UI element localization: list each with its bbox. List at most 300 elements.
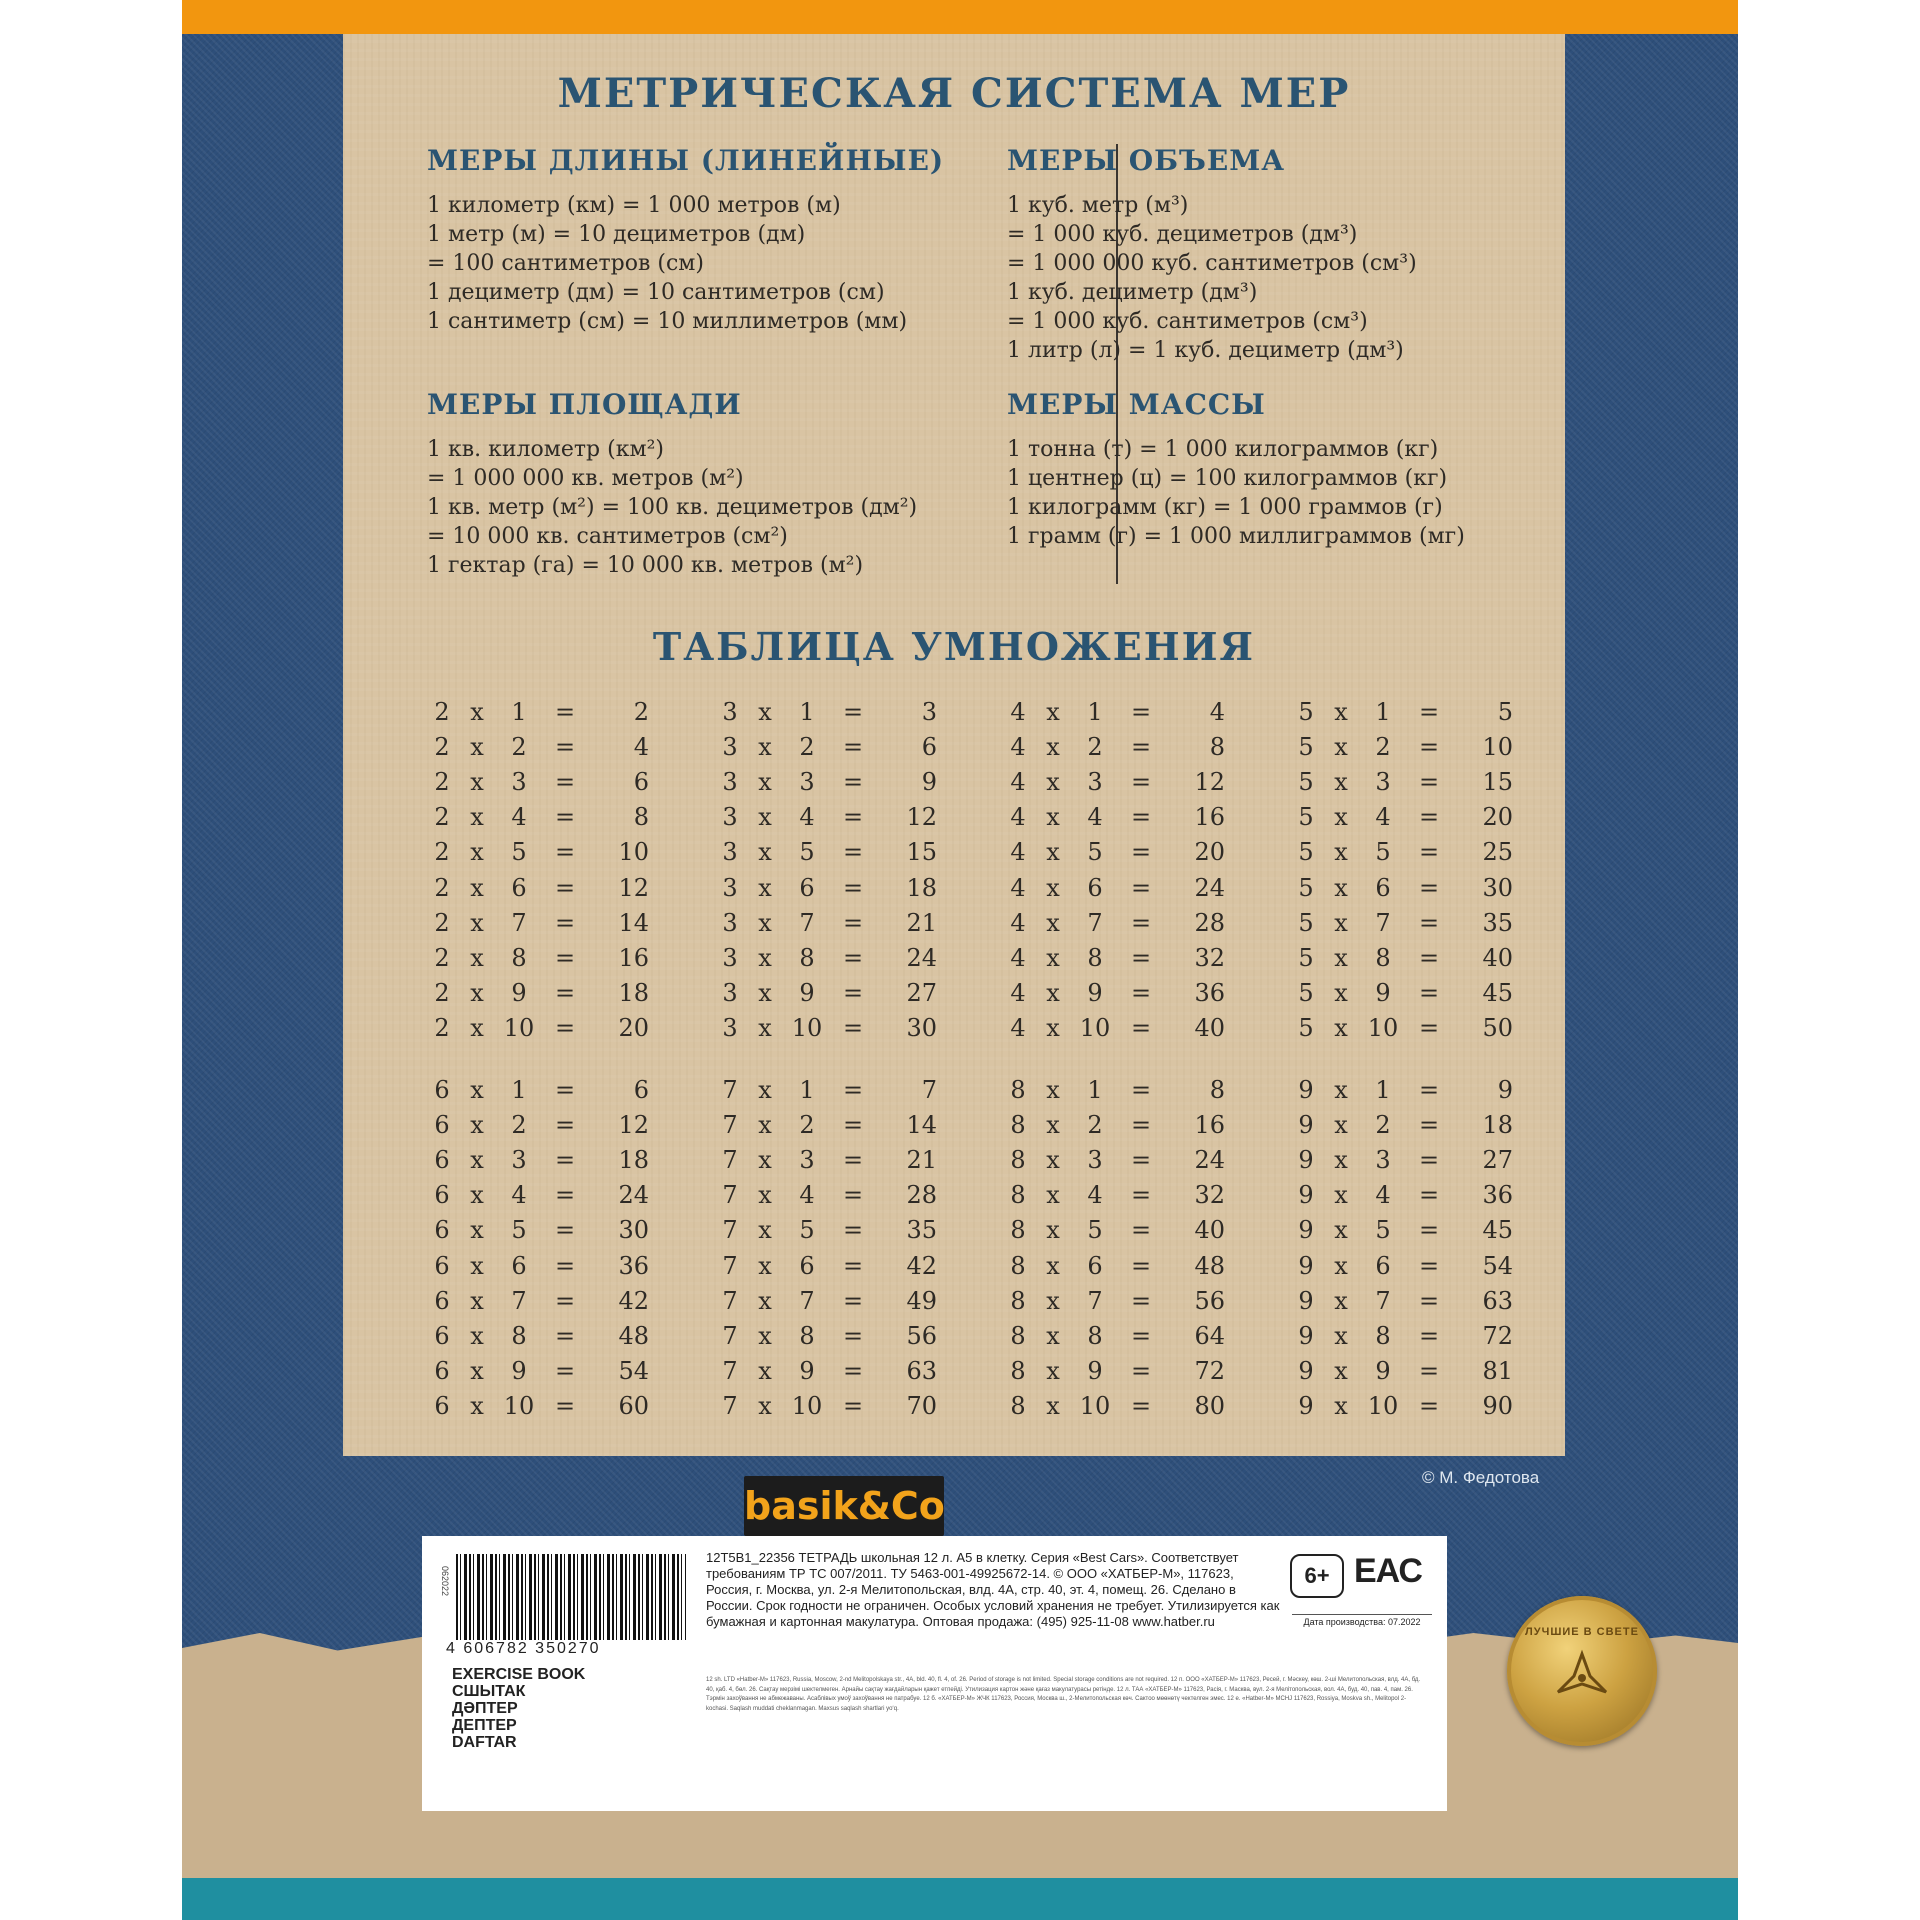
- equals-sign: =: [842, 979, 864, 1008]
- factor-b: 2: [1087, 732, 1103, 761]
- factor-b: 10: [791, 1392, 823, 1421]
- product: 6: [921, 732, 937, 761]
- product: 63: [1482, 1286, 1513, 1315]
- factor-b: 10: [1079, 1014, 1111, 1043]
- factor-a: 5: [1298, 803, 1314, 832]
- multiplication-row: [1291, 694, 1531, 729]
- factor-b: 3: [799, 1145, 815, 1174]
- equals-sign: =: [554, 908, 576, 937]
- multiplication-row: [1291, 905, 1531, 940]
- product: 40: [1194, 1014, 1225, 1043]
- equals-sign: =: [554, 697, 576, 726]
- product: 12: [1194, 767, 1225, 796]
- factor-a: 9: [1298, 1321, 1314, 1350]
- product: 4: [1209, 697, 1225, 726]
- times-sign: x: [1046, 979, 1060, 1008]
- times-sign: x: [1334, 908, 1348, 937]
- multiplication-row: [715, 1107, 955, 1142]
- factor-b: 5: [799, 1216, 815, 1245]
- factor-a: 2: [434, 732, 450, 761]
- multiplication-table-title: ТАБЛИЦА УМНОЖЕНИЯ: [652, 624, 1256, 669]
- times-sign: x: [1046, 1110, 1060, 1139]
- product: 10: [618, 838, 649, 867]
- factor-a: 7: [722, 1145, 738, 1174]
- equals-sign: =: [842, 1392, 864, 1421]
- equals-sign: =: [1130, 697, 1152, 726]
- volume-measure-line: 1 литр (л) = 1 куб. дециметр (дм³): [1007, 338, 1404, 363]
- factor-a: 8: [1010, 1075, 1026, 1104]
- book-name-word: ДӘПТЕР: [452, 1700, 518, 1717]
- volume-measures-section: [1007, 144, 1417, 365]
- factor-b: 10: [1079, 1392, 1111, 1421]
- factor-b: 5: [1375, 838, 1391, 867]
- equals-sign: =: [554, 1110, 576, 1139]
- factor-b: 2: [511, 732, 527, 761]
- product: 32: [1194, 943, 1225, 972]
- age-rating-badge: 6+: [1290, 1554, 1344, 1598]
- times-sign: x: [1334, 943, 1348, 972]
- multiplication-row: [1291, 1318, 1531, 1353]
- times-sign: x: [470, 1216, 484, 1245]
- times-sign: x: [758, 873, 772, 902]
- product: 81: [1482, 1357, 1513, 1386]
- volume-measure-line: 1 куб. метр (м³): [1007, 193, 1189, 218]
- copyright-note: © М. Федотова: [1422, 1468, 1540, 1487]
- times-sign: x: [1046, 803, 1060, 832]
- equals-sign: =: [1418, 767, 1440, 796]
- times-sign: x: [758, 1075, 772, 1104]
- factor-a: 9: [1298, 1216, 1314, 1245]
- times-sign: x: [470, 1251, 484, 1280]
- factor-a: 9: [1298, 1357, 1314, 1386]
- factor-b: 1: [1087, 1075, 1103, 1104]
- equals-sign: =: [1418, 979, 1440, 1008]
- multiplication-row: [1003, 800, 1243, 835]
- product: 4: [633, 732, 649, 761]
- multiplication-block-2: [427, 694, 667, 1046]
- multiplication-row: [1003, 1011, 1243, 1046]
- multiplication-row: [427, 694, 667, 729]
- multiplication-row: [1003, 729, 1243, 764]
- equals-sign: =: [1130, 1216, 1152, 1245]
- times-sign: x: [1334, 979, 1348, 1008]
- factor-a: 7: [722, 1392, 738, 1421]
- times-sign: x: [1334, 1181, 1348, 1210]
- multiplication-row: [1003, 1389, 1243, 1424]
- product: 20: [1194, 838, 1225, 867]
- multiplication-row: [715, 1354, 955, 1389]
- multiplication-row: [427, 976, 667, 1011]
- factor-b: 10: [503, 1392, 535, 1421]
- multiplication-row: [1291, 1107, 1531, 1142]
- factor-a: 5: [1298, 697, 1314, 726]
- equals-sign: =: [554, 1145, 576, 1174]
- equals-sign: =: [554, 1357, 576, 1386]
- factor-b: 9: [511, 1357, 527, 1386]
- factor-a: 3: [722, 767, 738, 796]
- factor-a: 3: [722, 732, 738, 761]
- equals-sign: =: [554, 1075, 576, 1104]
- equals-sign: =: [842, 732, 864, 761]
- multiplication-row: [715, 1142, 955, 1177]
- factor-b: 6: [511, 873, 527, 902]
- multiplication-row: [427, 1354, 667, 1389]
- factor-b: 6: [1375, 1251, 1391, 1280]
- equals-sign: =: [842, 1357, 864, 1386]
- factor-a: 9: [1298, 1392, 1314, 1421]
- multiplication-row: [1291, 976, 1531, 1011]
- factor-b: 9: [1375, 1357, 1391, 1386]
- times-sign: x: [758, 697, 772, 726]
- factor-b: 8: [1375, 943, 1391, 972]
- equals-sign: =: [554, 803, 576, 832]
- product: 18: [1482, 1110, 1513, 1139]
- factor-a: 7: [722, 1075, 738, 1104]
- factor-a: 4: [1010, 732, 1026, 761]
- equals-sign: =: [554, 1251, 576, 1280]
- times-sign: x: [470, 1014, 484, 1043]
- equals-sign: =: [554, 1216, 576, 1245]
- factor-a: 3: [722, 697, 738, 726]
- factor-a: 6: [434, 1286, 450, 1315]
- product: 16: [1194, 803, 1225, 832]
- volume-measure-line: = 1 000 000 куб. сантиметров (см³): [1007, 251, 1417, 276]
- factor-b: 8: [511, 943, 527, 972]
- multiplication-row: [1003, 1283, 1243, 1318]
- factor-a: 8: [1010, 1216, 1026, 1245]
- times-sign: x: [1046, 1357, 1060, 1386]
- factor-a: 2: [434, 873, 450, 902]
- factor-a: 3: [722, 873, 738, 902]
- factor-a: 6: [434, 1216, 450, 1245]
- times-sign: x: [470, 732, 484, 761]
- book-name-word: DAFTAR: [452, 1734, 517, 1751]
- factor-a: 8: [1010, 1392, 1026, 1421]
- equals-sign: =: [554, 873, 576, 902]
- length-measure-line: 1 метр (м) = 10 дециметров (дм): [427, 222, 806, 247]
- equals-sign: =: [1418, 1216, 1440, 1245]
- equals-sign: =: [1418, 1014, 1440, 1043]
- volume-measure-line: = 1 000 куб. дециметров (дм³): [1007, 222, 1358, 247]
- factor-a: 9: [1298, 1075, 1314, 1104]
- equals-sign: =: [554, 943, 576, 972]
- multiplication-row: [427, 1248, 667, 1283]
- times-sign: x: [758, 1321, 772, 1350]
- times-sign: x: [470, 767, 484, 796]
- factor-a: 7: [722, 1321, 738, 1350]
- factor-a: 6: [434, 1321, 450, 1350]
- factor-b: 5: [511, 1216, 527, 1245]
- times-sign: x: [470, 943, 484, 972]
- factor-a: 7: [722, 1251, 738, 1280]
- equals-sign: =: [554, 838, 576, 867]
- multiplication-row: [1291, 870, 1531, 905]
- product-description: 12Т5В1_22356 ТЕТРАДЬ школьная 12 л. А5 в клетку. Серия «Best Cars». Соответствует требованиям ТР ТС 007/2011. ТУ 5463-001-49925672-14. © ООО «ХАТБЕР-М», 117623, Россия, г. Москва, ул. 2-я Мелитопольская, влд. 4А, стр. 40, эт. 4, помещ. 26. Сделано в России. Срок годности не ограничен. Особых условий хранения не требует. Утилизируется как бумажная и картонная макулатура. Оптовая продажа: (495) 925-11-08 www.hatber.ru: [706, 1550, 1280, 1629]
- times-sign: x: [1334, 1216, 1348, 1245]
- factor-b: 2: [511, 1110, 527, 1139]
- multiplication-row: [427, 1107, 667, 1142]
- length-measure-line: = 100 сантиметров (см): [427, 251, 704, 276]
- equals-sign: =: [554, 1286, 576, 1315]
- length-measure-line: 1 сантиметр (см) = 10 миллиметров (мм): [427, 309, 908, 334]
- area-measures-lines: [427, 435, 917, 580]
- product: 50: [1482, 1014, 1513, 1043]
- equals-sign: =: [1418, 1321, 1440, 1350]
- multiplication-row: [715, 694, 955, 729]
- equals-sign: =: [842, 838, 864, 867]
- times-sign: x: [758, 732, 772, 761]
- product: 24: [1194, 1145, 1225, 1174]
- multiplication-row: [427, 1389, 667, 1424]
- product: 90: [1482, 1392, 1513, 1421]
- length-measures-lines: [427, 191, 944, 336]
- times-sign: x: [1334, 1110, 1348, 1139]
- factor-a: 9: [1298, 1145, 1314, 1174]
- multiplication-row: [715, 1283, 955, 1318]
- factor-a: 3: [722, 943, 738, 972]
- factor-b: 7: [1087, 908, 1103, 937]
- factor-b: 3: [511, 767, 527, 796]
- times-sign: x: [1046, 1145, 1060, 1174]
- factor-a: 4: [1010, 838, 1026, 867]
- equals-sign: =: [1130, 943, 1152, 972]
- equals-sign: =: [1418, 1110, 1440, 1139]
- multiplication-row: [715, 764, 955, 799]
- equals-sign: =: [554, 767, 576, 796]
- factor-b: 1: [511, 697, 527, 726]
- factor-a: 4: [1010, 803, 1026, 832]
- multiplication-row: [715, 1389, 955, 1424]
- factor-a: 5: [1298, 943, 1314, 972]
- eac-certification-mark: ЕАС: [1354, 1552, 1422, 1590]
- multiplication-block-4: [1003, 694, 1243, 1046]
- equals-sign: =: [842, 767, 864, 796]
- product: 49: [906, 1286, 937, 1315]
- times-sign: x: [758, 1216, 772, 1245]
- volume-measure-line: 1 куб. дециметр (дм³): [1007, 280, 1258, 305]
- product: 30: [1482, 873, 1513, 902]
- times-sign: x: [1046, 1321, 1060, 1350]
- factor-a: 8: [1010, 1357, 1026, 1386]
- factor-b: 7: [511, 1286, 527, 1315]
- equals-sign: =: [1418, 732, 1440, 761]
- times-sign: x: [470, 908, 484, 937]
- factor-a: 4: [1010, 1014, 1026, 1043]
- equals-sign: =: [1130, 979, 1152, 1008]
- product: 40: [1194, 1216, 1225, 1245]
- times-sign: x: [1046, 1014, 1060, 1043]
- area-measure-line: 1 кв. метр (м²) = 100 кв. дециметров (дм²): [427, 495, 918, 520]
- multiplication-row: [1291, 1389, 1531, 1424]
- mass-measure-line: 1 тонна (т) = 1 000 килограммов (кг): [1007, 437, 1439, 462]
- product: 18: [906, 873, 937, 902]
- product: 24: [1194, 873, 1225, 902]
- multiplication-row: [715, 870, 955, 905]
- product: 70: [906, 1392, 937, 1421]
- area-measure-line: = 1 000 000 кв. метров (м²): [427, 466, 744, 491]
- equals-sign: =: [554, 1392, 576, 1421]
- factor-b: 7: [799, 1286, 815, 1315]
- factor-b: 3: [1087, 767, 1103, 796]
- factor-a: 5: [1298, 1014, 1314, 1043]
- medal-text: ЛУЧШИЕ В СВЕТЕ: [1525, 1626, 1639, 1638]
- equals-sign: =: [1130, 732, 1152, 761]
- equals-sign: =: [842, 908, 864, 937]
- area-measures-section: [427, 388, 917, 580]
- product: 6: [633, 1075, 649, 1104]
- product: 30: [906, 1014, 937, 1043]
- times-sign: x: [1046, 873, 1060, 902]
- product: 8: [633, 803, 649, 832]
- times-sign: x: [1046, 1216, 1060, 1245]
- volume-measures-title: МЕРЫ ОБЪЕМА: [1007, 144, 1286, 177]
- equals-sign: =: [1418, 1357, 1440, 1386]
- factor-b: 9: [1087, 1357, 1103, 1386]
- equals-sign: =: [1130, 1357, 1152, 1386]
- factor-a: 5: [1298, 767, 1314, 796]
- barcode: [456, 1554, 686, 1640]
- product: 64: [1194, 1321, 1225, 1350]
- factor-a: 7: [722, 1357, 738, 1386]
- multiplication-row: [427, 1142, 667, 1177]
- factor-b: 4: [1087, 1181, 1103, 1210]
- multiplication-row: [1003, 1248, 1243, 1283]
- multiplication-row: [1291, 835, 1531, 870]
- product: 28: [1194, 908, 1225, 937]
- times-sign: x: [758, 1181, 772, 1210]
- product: 9: [921, 767, 937, 796]
- factor-a: 8: [1010, 1145, 1026, 1174]
- factor-b: 3: [1375, 1145, 1391, 1174]
- volume-measure-line: = 1 000 куб. сантиметров (см³): [1007, 309, 1368, 334]
- equals-sign: =: [554, 979, 576, 1008]
- product: 72: [1482, 1321, 1513, 1350]
- equals-sign: =: [554, 1181, 576, 1210]
- product: 20: [1482, 803, 1513, 832]
- times-sign: x: [1046, 767, 1060, 796]
- equals-sign: =: [1418, 1075, 1440, 1104]
- factor-b: 5: [1375, 1216, 1391, 1245]
- production-date: Дата производства: 07.2022: [1292, 1614, 1432, 1627]
- times-sign: x: [470, 838, 484, 867]
- product: 14: [618, 908, 649, 937]
- factor-b: 10: [503, 1014, 535, 1043]
- factor-b: 3: [1087, 1145, 1103, 1174]
- factor-a: 2: [434, 1014, 450, 1043]
- factor-b: 4: [1375, 803, 1391, 832]
- factor-a: 2: [434, 767, 450, 796]
- factor-a: 5: [1298, 908, 1314, 937]
- factor-a: 7: [722, 1181, 738, 1210]
- times-sign: x: [1046, 1286, 1060, 1315]
- factor-a: 8: [1010, 1321, 1026, 1350]
- times-sign: x: [1334, 1392, 1348, 1421]
- factor-a: 6: [434, 1181, 450, 1210]
- factor-a: 6: [434, 1357, 450, 1386]
- factor-b: 1: [1375, 697, 1391, 726]
- multiplication-row: [1003, 1178, 1243, 1213]
- factor-b: 7: [1087, 1286, 1103, 1315]
- book-name-word: ДЕПТЕР: [452, 1717, 517, 1734]
- equals-sign: =: [1418, 838, 1440, 867]
- factor-b: 1: [511, 1075, 527, 1104]
- multiplication-row: [1291, 1354, 1531, 1389]
- length-measure-line: 1 дециметр (дм) = 10 сантиметров (см): [427, 280, 885, 305]
- barcode-side-code: 062022: [440, 1566, 450, 1597]
- equals-sign: =: [842, 1145, 864, 1174]
- factor-a: 3: [722, 838, 738, 867]
- mass-measures-title: МЕРЫ МАССЫ: [1007, 388, 1266, 421]
- factor-b: 9: [1375, 979, 1391, 1008]
- factor-a: 6: [434, 1251, 450, 1280]
- factor-b: 9: [799, 979, 815, 1008]
- factor-b: 1: [799, 697, 815, 726]
- multiplication-row: [1291, 1283, 1531, 1318]
- multiplication-row: [1003, 870, 1243, 905]
- multiplication-row: [1003, 1072, 1243, 1107]
- multiplication-row: [1003, 1318, 1243, 1353]
- mass-measures-lines: [1007, 435, 1465, 551]
- equals-sign: =: [1130, 767, 1152, 796]
- factor-a: 5: [1298, 873, 1314, 902]
- product: 8: [1209, 732, 1225, 761]
- factor-b: 4: [511, 803, 527, 832]
- product: 27: [1482, 1145, 1513, 1174]
- times-sign: x: [470, 1392, 484, 1421]
- multiplication-block-5: [1291, 694, 1531, 1046]
- product: 10: [1482, 732, 1513, 761]
- equals-sign: =: [1130, 1145, 1152, 1174]
- product: 25: [1482, 838, 1513, 867]
- product: 12: [618, 1110, 649, 1139]
- factor-b: 8: [1087, 943, 1103, 972]
- multiplication-row: [427, 764, 667, 799]
- multiplication-row: [715, 1248, 955, 1283]
- equals-sign: =: [1130, 1251, 1152, 1280]
- equals-sign: =: [842, 1216, 864, 1245]
- product-label: [422, 1536, 1447, 1811]
- product: 21: [906, 908, 937, 937]
- factor-b: 9: [511, 979, 527, 1008]
- factor-a: 4: [1010, 767, 1026, 796]
- times-sign: x: [1334, 1145, 1348, 1174]
- equals-sign: =: [1418, 1251, 1440, 1280]
- product: 30: [618, 1216, 649, 1245]
- factor-b: 5: [799, 838, 815, 867]
- multiplication-row: [1003, 905, 1243, 940]
- equals-sign: =: [842, 1014, 864, 1043]
- equals-sign: =: [1130, 873, 1152, 902]
- multiplication-row: [427, 905, 667, 940]
- multiplication-row: [1291, 1178, 1531, 1213]
- factor-a: 8: [1010, 1110, 1026, 1139]
- product: 42: [618, 1286, 649, 1315]
- mass-measure-line: 1 грамм (г) = 1 000 миллиграммов (мг): [1007, 524, 1465, 549]
- equals-sign: =: [554, 1014, 576, 1043]
- multiplication-row: [1291, 1248, 1531, 1283]
- times-sign: x: [758, 1110, 772, 1139]
- factor-b: 3: [799, 767, 815, 796]
- book-name-word: EXERCISE BOOK: [452, 1666, 586, 1683]
- factor-a: 3: [722, 1014, 738, 1043]
- multiplication-row: [1291, 1011, 1531, 1046]
- product: 60: [618, 1392, 649, 1421]
- factor-b: 2: [1087, 1110, 1103, 1139]
- factor-b: 6: [511, 1251, 527, 1280]
- factor-b: 6: [1087, 1251, 1103, 1280]
- multiplication-row: [715, 1072, 955, 1107]
- product: 18: [618, 979, 649, 1008]
